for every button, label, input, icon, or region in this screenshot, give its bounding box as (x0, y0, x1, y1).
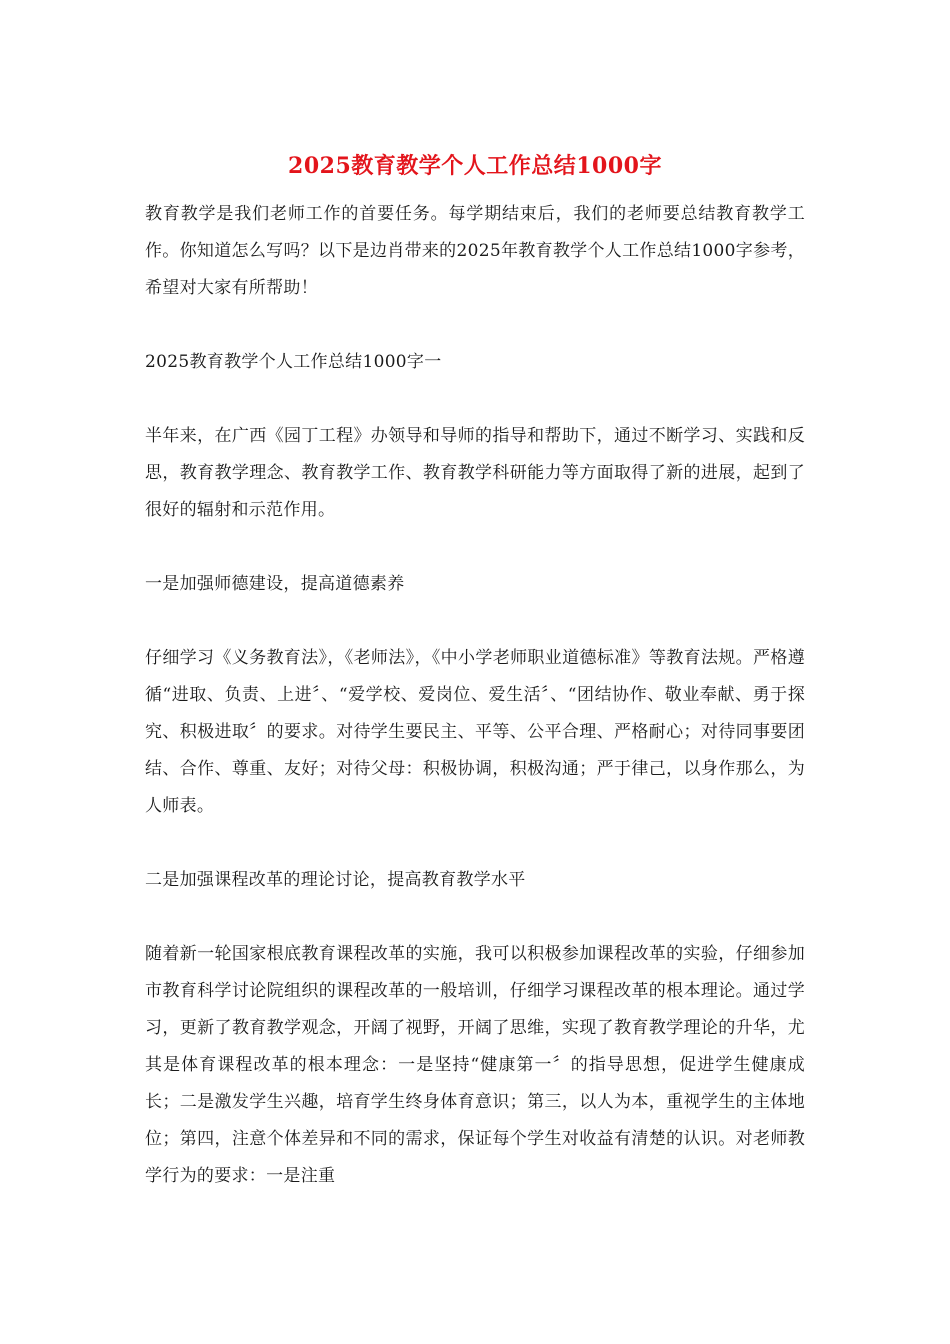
body-paragraph: 半年来，在广西《园丁工程》办领导和导师的指导和帮助下，通过不断学习、实践和反思，教育教学理念、教育教学工作、教育教学科研能力等方面取得了新的进展，起到了很好的辐射和示范作用。 (145, 426, 805, 520)
section-heading: 2025教育教学个人工作总结1000字一 (145, 352, 442, 372)
document-body (145, 196, 805, 1195)
intro-paragraph: 教育教学是我们老师工作的首要任务。每学期结束后，我们的老师要总结教育教学工作。你知道怎么写吗？以下是边肖带来的2025年教育教学个人工作总结1000字参考，希望对大家有所帮助！ (145, 204, 805, 298)
body-paragraph: 随着新一轮国家根底教育课程改革的实施，我可以积极参加课程改革的实验，仔细参加市教育科学讨论院组织的课程改革的一般培训，仔细学习课程改革的根本理论。通过学习，更新了教育教学观念，开阔了视野，开阔了思维，实现了教育教学理论的升华，尤其是体育课程改革的根本理念：一是坚持“健康第一〞的指导思想，促进学生健康成长；二是激发学生兴趣，培育学生终身体育意识；第三，以人为本，重视学生的主体地位；第四，注意个体差异和不同的需求，保证每个学生对收益有清楚的认识。对老师教学行为的要求：一是注重 (145, 944, 805, 1186)
document-title: 2025教育教学个人工作总结1000字 (288, 153, 662, 179)
subsection-heading: 二是加强课程改革的理论讨论，提高教育教学水平 (145, 870, 526, 890)
subsection-heading: 一是加强师德建设，提高道德素养 (145, 574, 405, 594)
body-paragraph: 仔细学习《义务教育法》，《老师法》，《中小学老师职业道德标准》等教育法规。严格遵循“进取、负责、上进〞、“爱学校、爱岗位、爱生活〞、“团结协作、敬业奉献、勇于探究、积极进取〞的要求。对待学生要民主、平等、公平合理、严格耐心；对待同事要团结、合作、尊重、友好；对待父母：积极协调，积极沟通；严于律己，以身作那么，为人师表。 (145, 648, 805, 816)
